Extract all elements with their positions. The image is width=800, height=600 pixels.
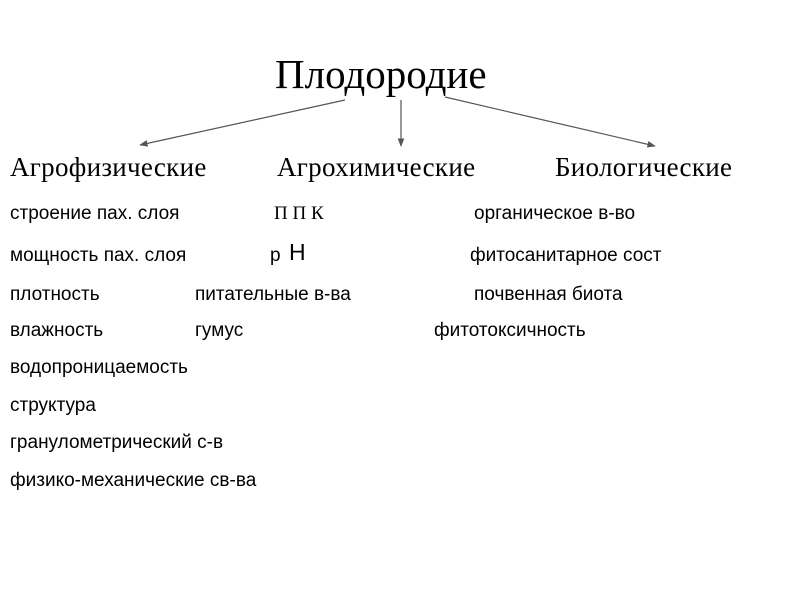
diagram-title: Плодородие: [275, 51, 487, 97]
item-soil-biota: почвенная биота: [474, 284, 623, 305]
item-ph-p: р: [270, 245, 281, 266]
item-organic-matter: органическое в-во: [474, 203, 636, 224]
item-water-permeability: водопроницаемость: [10, 357, 188, 378]
arrow-agrophysical: [140, 100, 345, 145]
arrow-biological: [445, 97, 655, 146]
item-phytosanitary-state: фитосанитарное сост: [470, 245, 662, 266]
item-physico-mechanical-properties: физико-механические св-ва: [10, 470, 257, 491]
category-biological: Биологические: [555, 152, 733, 182]
item-moisture: влажность: [10, 320, 104, 341]
item-structure-of-plough-layer: строение пах. слоя: [10, 203, 180, 224]
item-structure: структура: [10, 395, 96, 416]
item-ph-h: Н: [289, 239, 306, 265]
category-agrophysical: Агрофизические: [10, 152, 207, 182]
category-agrochemical: Агрохимические: [277, 152, 476, 182]
item-plough-layer-thickness: мощность пах. слоя: [10, 245, 187, 266]
item-humus: гумус: [195, 320, 244, 341]
item-phytotoxicity: фитотоксичность: [434, 320, 586, 341]
item-ppk: П П К: [274, 203, 324, 224]
item-nutrients: питательные в-ва: [195, 284, 351, 305]
item-density: плотность: [10, 284, 100, 305]
item-granulometric-composition: гранулометрический с-в: [10, 432, 224, 453]
